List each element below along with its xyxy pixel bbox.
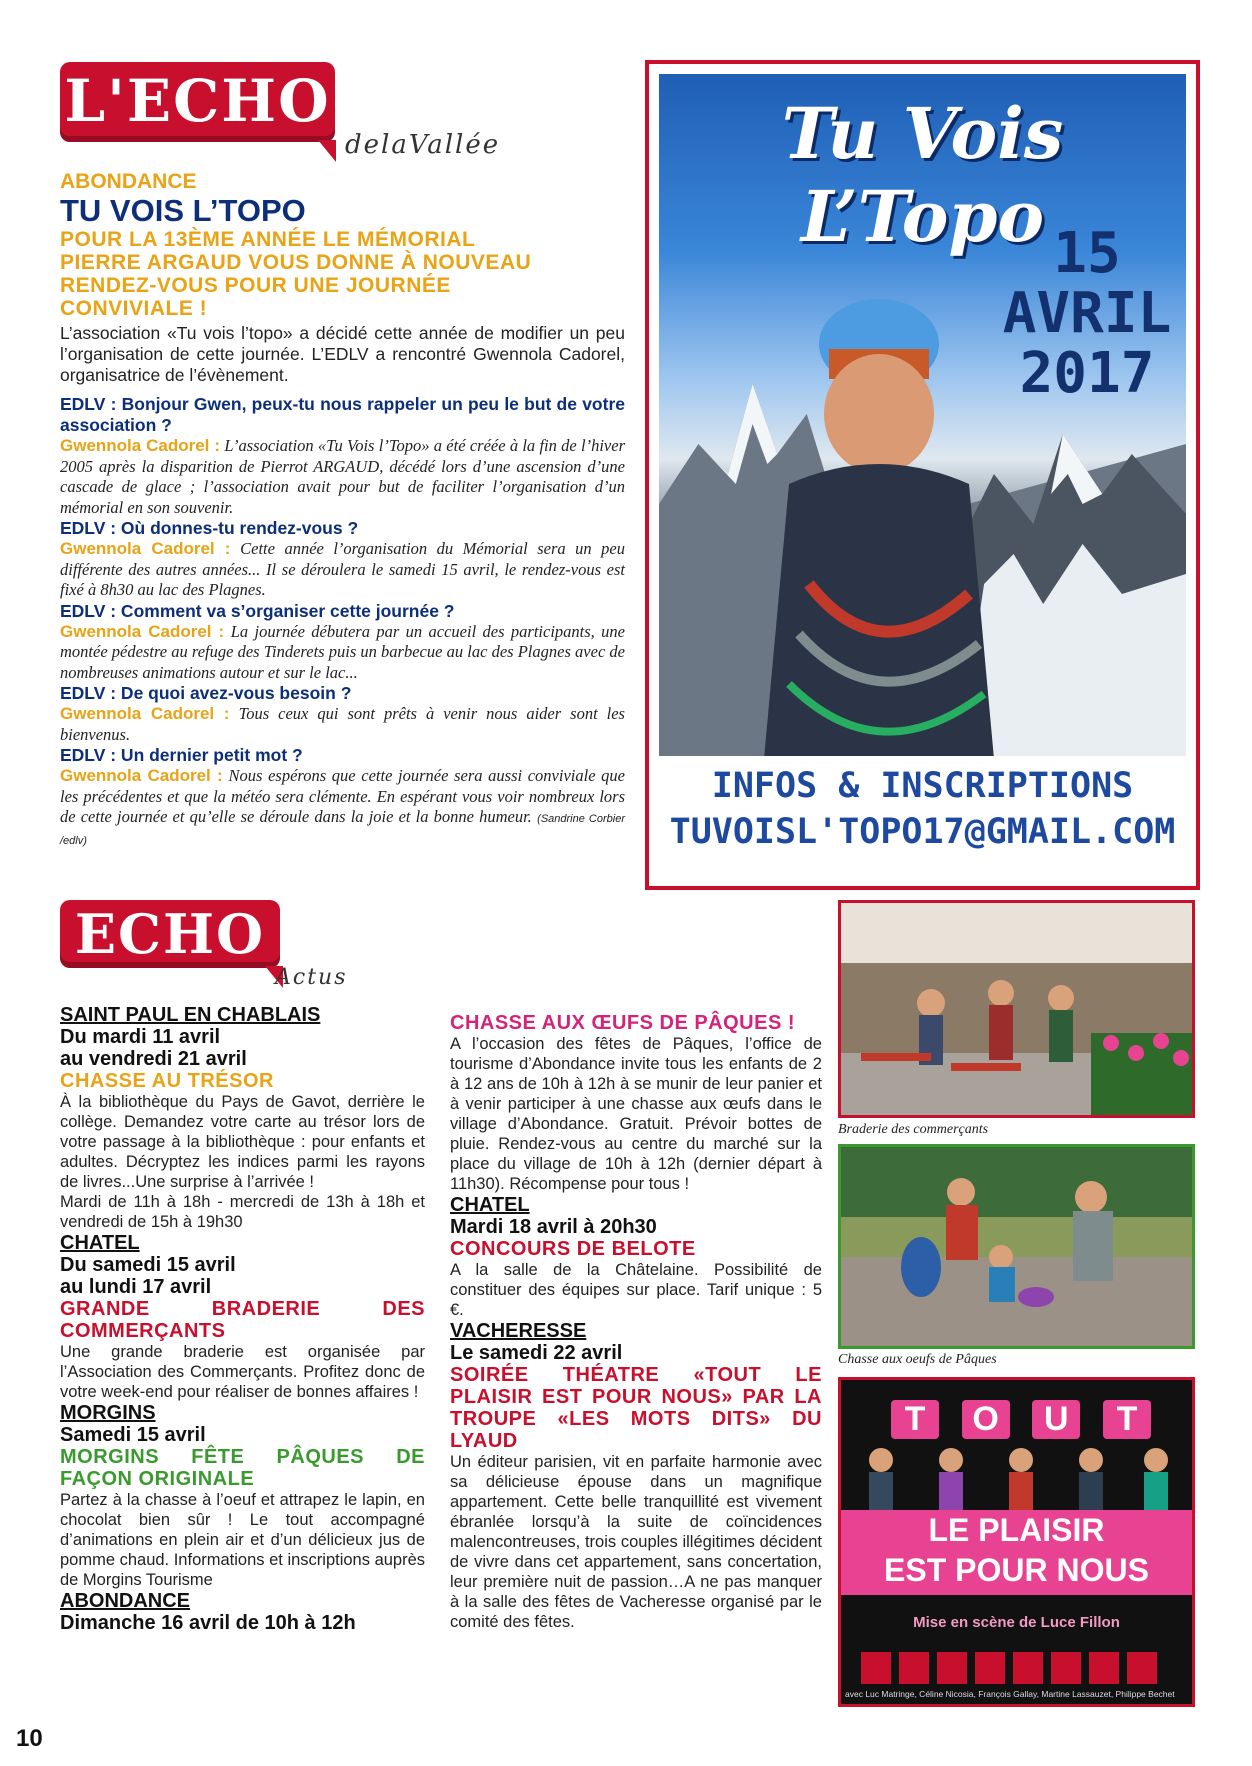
theatre-letter: T [1103, 1400, 1151, 1439]
question: EDLV : Bonjour Gwen, peux-tu nous rappeler un peu le but de votre association ? [60, 394, 625, 435]
poster-footer [659, 756, 1186, 876]
answer-name: Gwennola Cadorel : [60, 704, 230, 723]
event-text: Un éditeur parisien, vit en parfaite harmonie avec sa délicieuse épouse dans un magnifique appartement. Cette belle tranquillité est vivement ébranlée lorsqu’à la suite de coïncidences malencontreuses, trois couples illégitimes décident de vivre dans cet appartement, sans concertation, leur première nuit de passion…A ne pas manquer à la salle des fêtes de Vacheresse organisé par le comité des fêtes. [450, 1453, 822, 1631]
poster-title: Tu Vois L’Topo [781, 92, 1064, 258]
event-title: MORGINS FÊTE PÂQUES DE FAÇON ORIGINALE [60, 1446, 425, 1490]
event-title: CONCOURS DE BELOTE [450, 1238, 696, 1260]
event-date: Samedi 15 avril [60, 1424, 206, 1446]
theatre-letter: T [891, 1400, 939, 1439]
photo-theatre-poster [838, 1377, 1195, 1707]
theatre-cast-photos [841, 1648, 1192, 1688]
event-place: ABONDANCE [60, 1590, 190, 1612]
qa-1 [60, 394, 625, 518]
event-poster [645, 60, 1200, 890]
question: EDLV : Comment va s’organiser cette journée ? [60, 600, 455, 621]
page-number: 10 [16, 1725, 43, 1752]
event-place: SAINT PAUL EN CHABLAIS [60, 1004, 321, 1026]
echo-actus-logo [60, 900, 380, 995]
poster-email: TUVOISL'TOPO17@GMAIL.COM [669, 812, 1176, 852]
event-date: Du mardi 11 avril [60, 1026, 221, 1048]
photo-caption: Braderie des commerçants [838, 1122, 989, 1137]
question: EDLV : Un dernier petit mot ? [60, 745, 303, 765]
event-place: CHATEL [450, 1194, 530, 1216]
event-text: À la bibliothèque du Pays de Gavot, derrière le collège. Demandez votre carte au trésor lors de votre passage à la bibliothèque : pour enfants et adultes. Décryptez les indices parmi les rayons de livres...Une surprise à l’arrivée ! [60, 1093, 425, 1191]
event-date: au lundi 17 avril [60, 1276, 212, 1298]
theatre-letters [891, 1400, 1151, 1439]
event-title: GRANDE BRADERIE DES COMMERÇANTS [60, 1298, 425, 1342]
theatre-letter: O [962, 1400, 1010, 1439]
article-credit: (Sandrine Corbier /edlv) [60, 813, 625, 847]
article-kicker: ABONDANCE [60, 170, 197, 193]
poster-info-label: INFOS & INSCRIPTIONS [711, 766, 1134, 806]
event-title: CHASSE AU TRÉSOR [60, 1070, 274, 1092]
event-text: Partez à la chasse à l’oeuf et attrapez le lapin, en chocolat bien sûr ! Le tout accompagné d’animations en plein air et d’un délicieux jus de pomme chaud. Informations et inscriptions auprès de Morgins Tourisme [60, 1491, 426, 1589]
theatre-cast: avec Luc Matringe, Céline Nicosia, François Gallay, Martine Lassauzet, Philippe Bechet [845, 1689, 1175, 1699]
event-place: CHATEL [60, 1232, 140, 1254]
qa-3 [60, 601, 625, 684]
braderie-photo-graphic [841, 903, 1192, 1115]
chasse-photo-graphic [841, 1147, 1192, 1346]
answer-name: Gwennola Cadorel : [60, 539, 231, 558]
logo-subtitle: delaVallée [345, 130, 501, 160]
poster-date: 15 AVRIL 2017 [1002, 221, 1172, 406]
event-title: CHASSE AUX ŒUFS DE PÂQUES ! [450, 1012, 796, 1034]
answer: Tous ceux qui sont prêts à venir nous aider sont les bienvenus. [60, 704, 625, 744]
logo-title: ECHO [74, 902, 266, 966]
article-subhead: POUR LA 13ÈME ANNÉE LE MÉMORIAL PIERRE ARGAUD VOUS DONNE À NOUVEAU RENDEZ-VOUS POUR UNE JOURNÉE CONVIVIALE ! [60, 228, 532, 320]
answer-name: Gwennola Cadorel : [60, 621, 225, 641]
event-place: VACHERESSE [450, 1320, 587, 1342]
logo-title: L'ECHO [64, 67, 331, 135]
qa-5 [60, 745, 625, 851]
photo-caption: Chasse aux oeufs de Pâques [838, 1352, 997, 1367]
event-date: Le samedi 22 avril [450, 1342, 623, 1364]
event-title: SOIRÉE THÉATRE «TOUT LE PLAISIR EST POUR NOUS» PAR LA TROUPE «LES MOTS DITS» DU LYAUD [450, 1364, 822, 1452]
theatre-letter: U [1032, 1400, 1080, 1439]
logo-subtitle: Actus [275, 965, 348, 990]
event-date: Dimanche 16 avril de 10h à 12h [60, 1612, 356, 1634]
event-text: Une grande braderie est organisée par l’Association des Commerçants. Profitez donc de votre week-end pour réaliser de bonnes affaires ! [60, 1343, 425, 1401]
event-hours: Mardi de 11h à 18h - mercredi de 13h à 18h et vendredi de 15h à 19h30 [60, 1193, 425, 1231]
event-text: A la salle de la Châtelaine. Possibilité de constituer des équipes sur place. Tarif unique : 5 €. [450, 1261, 822, 1319]
event-date: Mardi 18 avril à 20h30 [450, 1216, 657, 1238]
interview [60, 394, 625, 851]
event-place: MORGINS [60, 1402, 156, 1424]
answer-name: Gwennola Cadorel : [60, 766, 223, 785]
article-intro: L’association «Tu vois l’topo» a décidé cette année de modifier un peu l’organisation de cette journée. L’EDLV a rencontré Gwennola Cadorel, organisatrice de l’évènement. [60, 323, 625, 385]
photo-braderie [838, 900, 1195, 1118]
echo-vallee-logo [60, 62, 500, 162]
poster-image [659, 74, 1186, 876]
event-date: au vendredi 21 avril [60, 1048, 247, 1070]
theatre-credit: Mise en scène de Luce Fillon [913, 1614, 1120, 1631]
qa-4 [60, 683, 625, 745]
question: EDLV : Où donnes-tu rendez-vous ? [60, 518, 359, 538]
qa-2 [60, 518, 625, 601]
answer-name: Gwennola Cadorel : [60, 436, 220, 455]
answer: L’association «Tu Vois l’Topo» a été créée à la fin de l’hiver 2005 après la disparition de Pierrot ARGAUD, décédé lors d’une ascension d’une cascade de glace ; l’association avait pour but de faciliter l’organisation d’un mémorial en son souvenir. [60, 436, 625, 517]
photo-chasse-oeufs [838, 1144, 1195, 1349]
answer: La journée débutera par un accueil des participants, une montée pédestre au refuge des Tinderets puis un barbecue au lac des Plagnes avec de nombreuses animations autour et sur le lac... [60, 621, 625, 682]
events-column-2 [450, 1012, 822, 1632]
theatre-title-banner: LE PLAISIR EST POUR NOUS [841, 1510, 1192, 1595]
answer: Cette année l’organisation du Mémorial sera un peu différente des autres années... Il se déroulera le samedi 15 avril, le rendez-vous est fixé à 8h30 au lac des Plagnes. [60, 539, 626, 599]
article-headline: TU VOIS L’TOPO [60, 193, 306, 228]
article-tu-vois-ltopo [60, 170, 625, 851]
question: EDLV : De quoi avez-vous besoin ? [60, 683, 352, 703]
events-column-1 [60, 1004, 425, 1634]
theatre-figures [841, 1440, 1192, 1510]
event-date: Du samedi 15 avril [60, 1254, 236, 1276]
answer: Nous espérons que cette journée sera aussi conviviale que les précédentes et que la météo sera clémente. En espérant vous voir nombreux lors de cette journée et qu’elle se déroule dans la joie et la bonne humeur. [60, 766, 625, 826]
event-text: A l’occasion des fêtes de Pâques, l’office de tourisme d’Abondance invite tous les enfants de 2 à 12 ans de 10h à 12h à se munir de leur panier et à venir participer à une chasse aux œufs dans le village d’Abondance. Gratuit. Prévoir bottes de pluie. Rendez-vous au centre du marché sur la place du village de 10h à 12h (dernier départ à 11h30). Récompense pour tous ! [450, 1035, 822, 1193]
